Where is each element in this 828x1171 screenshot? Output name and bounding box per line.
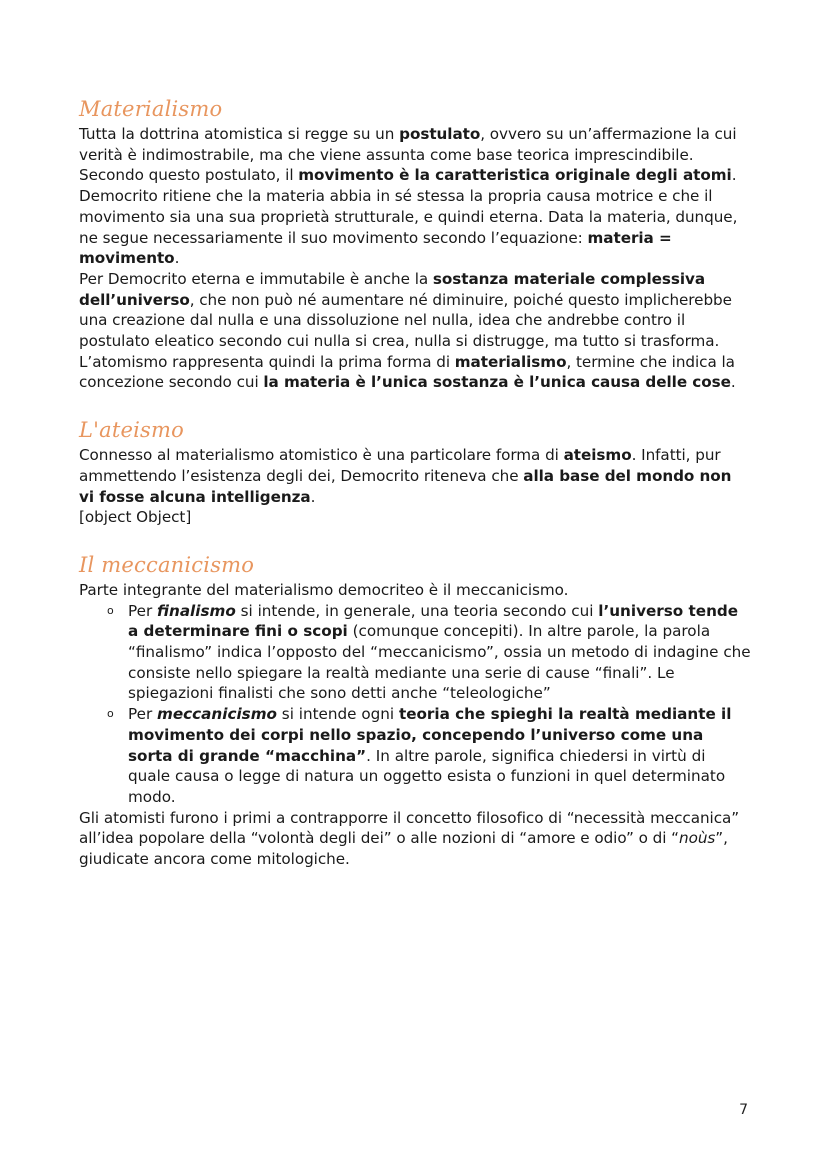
bold-term: alla base del mondo non vi fosse alcuna intelligenza (79, 466, 732, 506)
paragraph (79, 808, 751, 870)
text-run: Per Democrito eterna e immutabile è anche la (79, 269, 433, 288)
section-title-ateismo: L'ateismo (79, 418, 184, 443)
text-run: Tutta la dottrina atomistica si regge su un (79, 125, 400, 143)
text-run: Democrito ritiene che la materia abbia in sé stessa la propria causa motrice e che il movimento sia una sua proprietà strutturale, e quindi eterna. Data la materia, dunque, ne segue necessariamente il suo movimento secondo l’equazione: (79, 187, 738, 247)
bold-term: movimento è la caratteristica originale degli atomi (298, 166, 732, 185)
bold-term: sostanza materiale complessiva dell’universo (79, 269, 706, 309)
text-run: Per (128, 705, 158, 724)
bullet-list (79, 601, 751, 808)
bullet-icon: o (107, 603, 114, 617)
text-run: . Infatti, pur ammettendo l’esistenza degli dei, Democrito riteneva che (79, 446, 721, 485)
section-title-meccanicismo: Il meccanicismo (79, 552, 255, 577)
list-item (107, 704, 751, 808)
text-run: . (730, 373, 736, 392)
bold-term: postulato (399, 125, 481, 143)
text-run: . (310, 487, 316, 506)
text-run: . (174, 249, 180, 268)
section-meccanicismo (79, 552, 751, 870)
bullet-icon: o (107, 707, 114, 721)
document-page (79, 96, 751, 894)
paragraph (79, 124, 751, 186)
list-item (107, 601, 751, 705)
italic-term: noùs (679, 829, 716, 848)
text-run: . (731, 166, 737, 185)
text-run: (comunque concepiti). In altre parole, la parola “finalismo” indica l’opposto del “meccanicismo”, ossia un metodo di indagine che consiste nello spiegare la realtà mediante una serie di cause “finali”. Le spiegazioni finalisti che sono detti anche “teleologiche” (128, 622, 751, 703)
bold-term: ateismo (563, 446, 632, 465)
bold-term: materialismo (454, 352, 567, 371)
paragraph (79, 445, 751, 507)
bold-term: materia = movimento (79, 228, 672, 268)
text-run: ”, giudicate ancora come mitologiche. (79, 829, 728, 869)
text-run: . In altre parole, significa chiedersi in virtù di quale causa o legge di natura un oggetto esista o funzioni in quel determinato modo. (128, 746, 726, 806)
paragraph (79, 186, 751, 269)
text-run: Connesso al materialismo atomistico è una particolare forma di (79, 446, 564, 465)
text-run: , che non può né aumentare né diminuire, poiché questo implicherebbe una creazione dal nulla e una dissoluzione nel nulla, idea che andrebbe contro il postulato eleatico secondo cui nulla si crea, nulla si distrugge, ma tutto si trasforma. (79, 290, 732, 351)
text-run: , ovvero su un’affermazione la cui verità è indimostrabile, ma che viene assunta come base teorica imprescindibile. Secondo questo postulato, il (79, 125, 737, 185)
text-run: si intende, in generale, una teoria secondo cui (235, 601, 599, 620)
paragraph: [object Object] (79, 508, 192, 527)
section-title-materialismo: Materialismo (79, 97, 223, 121)
paragraph: Parte integrante del materialismo democriteo è il meccanicismo. (79, 580, 569, 599)
bold-term: la materia è l’unica sostanza è l’unica causa delle cose (263, 373, 731, 392)
text-run: , termine che indica la concezione secondo cui (79, 352, 735, 392)
bold-italic-term: finalismo (157, 601, 236, 620)
text-run: Gli atomisti furono i primi a contrapporre il concetto filosofico di “necessità meccanica” all’idea popolare della “volontà degli dei” o alle nozioni di “amore e odio” o di “ (79, 808, 740, 848)
paragraph (79, 352, 751, 393)
bold-term: teoria che spieghi la realtà mediante il movimento dei corpi nello spazio, concependo l’universo come una sorta di grande “macchina” (128, 705, 732, 765)
bold-italic-term: meccanicismo (157, 705, 277, 724)
page-number: 7 (739, 1102, 748, 1118)
text-run: L’atomismo rappresenta quindi la prima forma di (79, 352, 455, 371)
paragraph (79, 269, 751, 352)
section-materialismo (79, 96, 751, 393)
text-run: si intende ogni (276, 705, 399, 724)
section-ateismo (79, 417, 751, 528)
bold-term: l’universo tende a determinare fini o scopi (128, 601, 739, 641)
text-run: Per (128, 601, 158, 620)
